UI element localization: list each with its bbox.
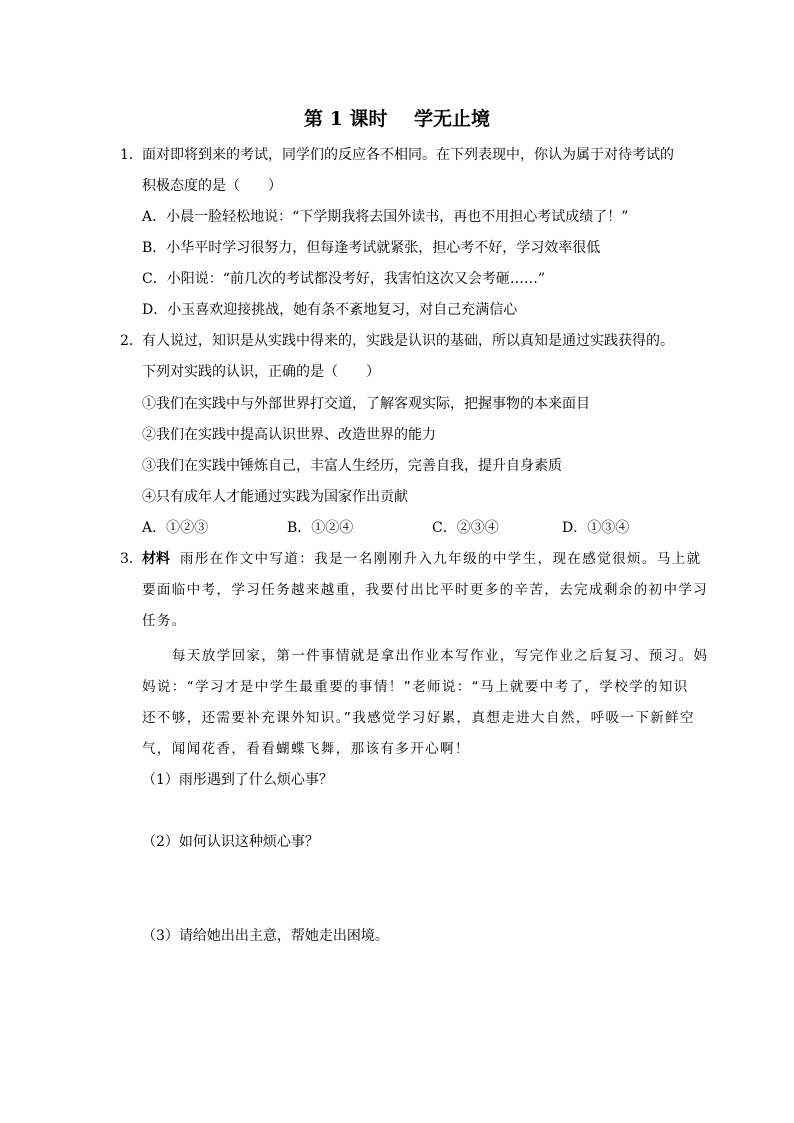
q3-para1-line3: 任务。 — [142, 613, 187, 629]
q1-stem-line1 — [120, 145, 674, 165]
q2-statement-3: ③我们在实践中锤炼自己，丰富人生经历，完善自我，提升自身素质 — [142, 458, 562, 474]
q1-option-b: B．小华平时学习很努力，但每逢考试就紧张，担心考不好，学习效率很低 — [142, 240, 601, 256]
q2-option-d: D．①③④ — [562, 520, 630, 536]
q1-stem-line2: 积极态度的是（ ） — [142, 178, 282, 194]
q3-para1-text1: 雨彤在作文中写道：我是一名刚刚升入九年级的中学生，现在感觉很烦。马上就 — [180, 551, 702, 567]
q2-option-b: B．①②④ — [287, 520, 354, 536]
q3-sub-question-1: （1）雨彤遇到了什么烦心事？ — [142, 772, 333, 788]
q1-option-c: C．小阳说：“前几次的考试都没考好，我害怕这次又会考砸……” — [142, 271, 546, 287]
q3-number: 3． — [120, 551, 143, 567]
q1-option-d: D．小玉喜欢迎接挑战，她有条不紊地复习，对自己充满信心 — [142, 302, 518, 318]
q3-sub-question-2: （2）如何认识这种烦心事？ — [142, 834, 319, 850]
q2-statement-4: ④只有成年人才能通过实践为国家作出贡献 — [142, 489, 408, 505]
q3-para2-line4: 气，闻闻花香，看看蝴蝶飞舞，那该有多开心啊！ — [142, 741, 470, 757]
q3-para1-line2: 要面临中考，学习任务越来越重，我要付出比平时更多的辛苦，去完成剩余的初中学习 — [142, 582, 709, 598]
q3-material-line1 — [120, 549, 702, 569]
q2-statement-1: ①我们在实践中与外部世界打交道，了解客观实际，把握事物的本来面目 — [142, 396, 590, 412]
q3-para2-line1: 每天放学回家，第一件事情就是拿出作业本写作业，写完作业之后复习、预习。妈 — [172, 648, 709, 664]
q2-option-c: C．②③④ — [432, 520, 499, 536]
q3-para2-line2: 妈说：“学习才是中学生最重要的事情！”老师说：“马上就要中考了，学校学的知识 — [142, 679, 689, 695]
q1-number: 1． — [120, 147, 143, 163]
q2-statement-2: ②我们在实践中提高认识世界、改造世界的能力 — [142, 427, 436, 443]
q3-para2-line3: 还不够，还需要补充课外知识。”我感觉学习好累，真想走进大自然，呼吸一下新鲜空 — [142, 710, 695, 726]
q3-material-label: 材料 — [142, 551, 170, 567]
q2-stem-text1: 有人说过，知识是从实践中得来的，实践是认识的基础，所以真知是通过实践获得的。 — [142, 333, 674, 349]
q1-stem-text1: 面对即将到来的考试，同学们的反应各不相同。在下列表现中，你认为属于对待考试的 — [142, 147, 674, 163]
q1-option-a: A．小晨一脸轻松地说：“下学期我将去国外读书，再也不用担心考试成绩了！” — [142, 209, 629, 225]
page-title: 第 1 课时 学无止境 — [304, 108, 490, 130]
q2-option-a: A．①②③ — [142, 520, 209, 536]
q2-stem-line1 — [120, 331, 674, 351]
q2-stem-line2: 下列对实践的认识，正确的是（ ） — [142, 364, 380, 380]
q2-number: 2． — [120, 333, 143, 349]
q3-sub-question-3: （3）请给她出出主意，帮她走出困境。 — [142, 928, 389, 944]
